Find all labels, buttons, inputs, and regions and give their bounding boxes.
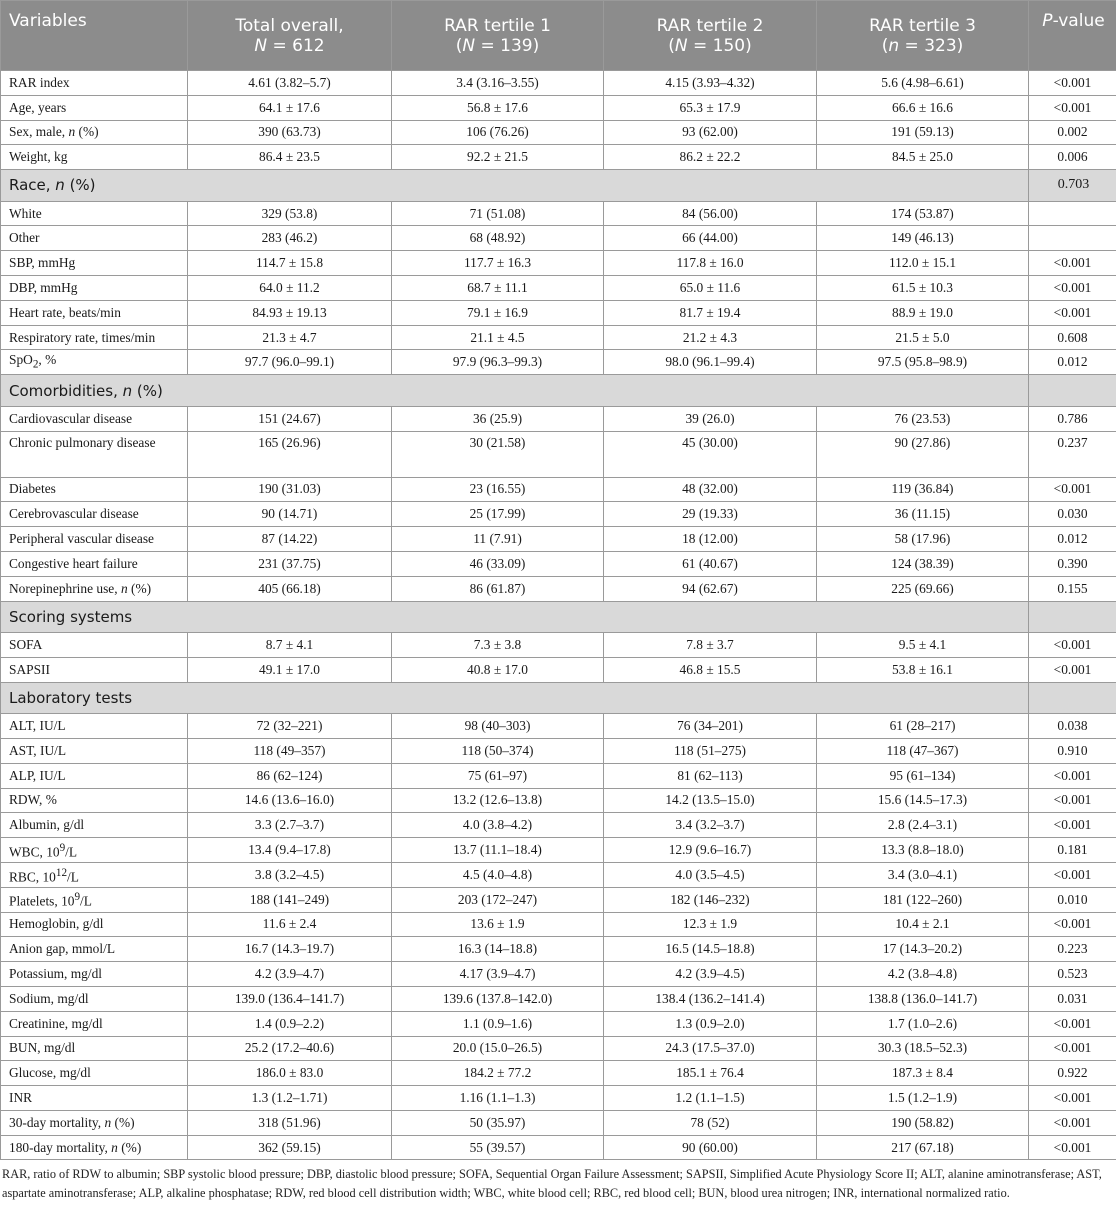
- row-label: Age, years: [1, 95, 188, 120]
- table-row: [1, 1036, 1116, 1061]
- tertile-1-cell: 23 (16.55): [392, 477, 604, 502]
- table-row: [1, 1110, 1116, 1135]
- tertile-2-cell: 98.0 (96.1–99.4): [604, 350, 817, 375]
- total-overall-cell: 8.7 ± 4.1: [188, 633, 392, 658]
- row-label: Weight, kg: [1, 145, 188, 170]
- total-overall-cell: 3.3 (2.7–3.7): [188, 813, 392, 838]
- tertile-3-cell: 118 (47–367): [817, 738, 1029, 763]
- row-label: Cerebrovascular disease: [1, 502, 188, 527]
- tertile-1-cell: 86 (61.87): [392, 576, 604, 601]
- tertile-1-cell: 21.1 ± 4.5: [392, 325, 604, 350]
- tertile-3-cell: 97.5 (95.8–98.9): [817, 350, 1029, 375]
- table-row: [1, 300, 1116, 325]
- tertile-3-cell: 187.3 ± 8.4: [817, 1061, 1029, 1086]
- tertile-3-cell: 225 (69.66): [817, 576, 1029, 601]
- p-value-cell: 0.922: [1029, 1061, 1116, 1086]
- table-row: [1, 502, 1116, 527]
- table-row: [1, 813, 1116, 838]
- tertile-1-cell: 7.3 ± 3.8: [392, 633, 604, 658]
- header-rar-tertile-3: RAR tertile 3 (n = 323): [817, 1, 1029, 71]
- row-label: Diabetes: [1, 477, 188, 502]
- tertile-2-cell: 118 (51–275): [604, 738, 817, 763]
- tertile-2-cell: 29 (19.33): [604, 502, 817, 527]
- total-overall-cell: 329 (53.8): [188, 201, 392, 226]
- tertile-3-cell: 84.5 ± 25.0: [817, 145, 1029, 170]
- tertile-3-cell: 53.8 ± 16.1: [817, 657, 1029, 682]
- row-label: Sodium, mg/dl: [1, 986, 188, 1011]
- tertile-2-cell: 12.9 (9.6–16.7): [604, 838, 817, 863]
- table-row: [1, 788, 1116, 813]
- tertile-1-cell: 184.2 ± 77.2: [392, 1061, 604, 1086]
- row-label: INR: [1, 1086, 188, 1111]
- p-value-cell: 0.038: [1029, 714, 1116, 739]
- tertile-2-cell: 84 (56.00): [604, 201, 817, 226]
- tertile-3-cell: 10.4 ± 2.1: [817, 912, 1029, 937]
- total-overall-cell: 405 (66.18): [188, 576, 392, 601]
- total-overall-cell: 139.0 (136.4–141.7): [188, 986, 392, 1011]
- tertile-3-cell: 190 (58.82): [817, 1110, 1029, 1135]
- row-label: DBP, mmHg: [1, 276, 188, 301]
- table-row: [1, 95, 1116, 120]
- p-value-cell: <0.001: [1029, 763, 1116, 788]
- p-value-cell: 0.012: [1029, 527, 1116, 552]
- p-value-cell: 0.181: [1029, 838, 1116, 863]
- row-label: Anion gap, mmol/L: [1, 937, 188, 962]
- tertile-1-cell: 11 (7.91): [392, 527, 604, 552]
- tertile-3-cell: 95 (61–134): [817, 763, 1029, 788]
- row-label: Platelets, $10^9/L$: [1, 887, 188, 912]
- total-overall-cell: 84.93 ± 19.13: [188, 300, 392, 325]
- tertile-1-cell: 13.6 ± 1.9: [392, 912, 604, 937]
- table-row: [1, 633, 1116, 658]
- p-value-cell: <0.001: [1029, 788, 1116, 813]
- p-value-cell: <0.001: [1029, 657, 1116, 682]
- table-row: [1, 325, 1116, 350]
- p-value-cell: 0.031: [1029, 986, 1116, 1011]
- table-row: [1, 1086, 1116, 1111]
- p-value-cell: <0.001: [1029, 95, 1116, 120]
- tertile-1-cell: 25 (17.99): [392, 502, 604, 527]
- table-row: [1, 350, 1116, 375]
- tertile-3-cell: 17 (14.3–20.2): [817, 937, 1029, 962]
- row-label: Other: [1, 226, 188, 251]
- total-overall-cell: 390 (63.73): [188, 120, 392, 145]
- p-value-cell: 0.237: [1029, 431, 1116, 477]
- tertile-3-cell: 3.4 (3.0–4.1): [817, 862, 1029, 887]
- total-overall-cell: 64.1 ± 17.6: [188, 95, 392, 120]
- total-overall-cell: 25.2 (17.2–40.6): [188, 1036, 392, 1061]
- total-overall-cell: 283 (46.2): [188, 226, 392, 251]
- tertile-2-cell: 14.2 (13.5–15.0): [604, 788, 817, 813]
- row-label: Congestive heart failure: [1, 551, 188, 576]
- tertile-3-cell: 30.3 (18.5–52.3): [817, 1036, 1029, 1061]
- tertile-2-cell: 138.4 (136.2–141.4): [604, 986, 817, 1011]
- row-label: Norepinephrine use, n (%): [1, 576, 188, 601]
- table-row: [1, 431, 1116, 477]
- tertile-2-cell: 3.4 (3.2–3.7): [604, 813, 817, 838]
- row-label: Sex, male, n (%): [1, 120, 188, 145]
- p-value-cell: <0.001: [1029, 862, 1116, 887]
- header-rar-tertile-1: RAR tertile 1 (N = 139): [392, 1, 604, 71]
- tertile-3-cell: 5.6 (4.98–6.61): [817, 71, 1029, 96]
- tertile-3-cell: 1.5 (1.2–1.9): [817, 1086, 1029, 1111]
- section-header-row: [1, 375, 1116, 407]
- tertile-2-cell: 48 (32.00): [604, 477, 817, 502]
- total-overall-cell: 16.7 (14.3–19.7): [188, 937, 392, 962]
- row-label: Chronic pulmonary disease: [1, 431, 188, 477]
- tertile-2-cell: 24.3 (17.5–37.0): [604, 1036, 817, 1061]
- tertile-2-cell: 45 (30.00): [604, 431, 817, 477]
- row-label: Respiratory rate, times/min: [1, 325, 188, 350]
- tertile-3-cell: 61 (28–217): [817, 714, 1029, 739]
- total-overall-cell: 3.8 (3.2–4.5): [188, 862, 392, 887]
- total-overall-cell: 4.61 (3.82–5.7): [188, 71, 392, 96]
- tertile-1-cell: 75 (61–97): [392, 763, 604, 788]
- row-label: Peripheral vascular disease: [1, 527, 188, 552]
- section-header-row: [1, 682, 1116, 714]
- tertile-2-cell: 12.3 ± 1.9: [604, 912, 817, 937]
- p-value-cell: [1029, 601, 1116, 633]
- tertile-1-cell: 79.1 ± 16.9: [392, 300, 604, 325]
- tertile-2-cell: 7.8 ± 3.7: [604, 633, 817, 658]
- tertile-1-cell: 203 (172–247): [392, 887, 604, 912]
- tertile-2-cell: 182 (146–232): [604, 887, 817, 912]
- table-row: [1, 838, 1116, 863]
- table-row: [1, 862, 1116, 887]
- tertile-2-cell: 66 (44.00): [604, 226, 817, 251]
- table-row: [1, 551, 1116, 576]
- table-row: [1, 145, 1116, 170]
- p-value-cell: [1029, 375, 1116, 407]
- row-label: Glucose, mg/dl: [1, 1061, 188, 1086]
- tertile-1-cell: 40.8 ± 17.0: [392, 657, 604, 682]
- total-overall-cell: 190 (31.03): [188, 477, 392, 502]
- table-row: [1, 763, 1116, 788]
- p-value-cell: 0.012: [1029, 350, 1116, 375]
- tertile-1-cell: 36 (25.9): [392, 406, 604, 431]
- total-overall-cell: 186.0 ± 83.0: [188, 1061, 392, 1086]
- tertile-1-cell: 1.1 (0.9–1.6): [392, 1011, 604, 1036]
- tertile-2-cell: 90 (60.00): [604, 1135, 817, 1160]
- tertile-2-cell: 1.2 (1.1–1.5): [604, 1086, 817, 1111]
- tertile-2-cell: 61 (40.67): [604, 551, 817, 576]
- table-row: [1, 986, 1116, 1011]
- row-label: RAR index: [1, 71, 188, 96]
- row-label: BUN, mg/dl: [1, 1036, 188, 1061]
- row-label: Potassium, mg/dl: [1, 962, 188, 987]
- p-value-cell: <0.001: [1029, 1086, 1116, 1111]
- total-overall-cell: 318 (51.96): [188, 1110, 392, 1135]
- row-label: SpO$_2$, %: [1, 350, 188, 375]
- total-overall-cell: 13.4 (9.4–17.8): [188, 838, 392, 863]
- tertile-1-cell: 30 (21.58): [392, 431, 604, 477]
- tertile-3-cell: 21.5 ± 5.0: [817, 325, 1029, 350]
- table-row: [1, 657, 1116, 682]
- total-overall-cell: 14.6 (13.6–16.0): [188, 788, 392, 813]
- tertile-3-cell: 61.5 ± 10.3: [817, 276, 1029, 301]
- tertile-3-cell: 15.6 (14.5–17.3): [817, 788, 1029, 813]
- tertile-1-cell: 139.6 (137.8–142.0): [392, 986, 604, 1011]
- tertile-3-cell: 1.7 (1.0–2.6): [817, 1011, 1029, 1036]
- tertile-3-cell: 76 (23.53): [817, 406, 1029, 431]
- row-label: ALP, IU/L: [1, 763, 188, 788]
- row-label: 30-day mortality, n (%): [1, 1110, 188, 1135]
- tertile-1-cell: 4.0 (3.8–4.2): [392, 813, 604, 838]
- total-overall-cell: 90 (14.71): [188, 502, 392, 527]
- p-value-cell: <0.001: [1029, 1110, 1116, 1135]
- row-label: RBC, $10^{12}/L$: [1, 862, 188, 887]
- p-value-cell: 0.006: [1029, 145, 1116, 170]
- tertile-1-cell: 68 (48.92): [392, 226, 604, 251]
- total-overall-cell: 114.7 ± 15.8: [188, 251, 392, 276]
- tertile-3-cell: 191 (59.13): [817, 120, 1029, 145]
- table-row: [1, 738, 1116, 763]
- header-p-value: P-value: [1029, 1, 1116, 71]
- section-label: Laboratory tests: [1, 682, 1029, 714]
- row-label: Cardiovascular disease: [1, 406, 188, 431]
- total-overall-cell: 87 (14.22): [188, 527, 392, 552]
- header-row: [1, 1, 1116, 71]
- tertile-3-cell: 4.2 (3.8–4.8): [817, 962, 1029, 987]
- p-value-cell: <0.001: [1029, 1011, 1116, 1036]
- total-overall-cell: 86.4 ± 23.5: [188, 145, 392, 170]
- p-value-cell: [1029, 226, 1116, 251]
- tertile-1-cell: 71 (51.08): [392, 201, 604, 226]
- header-rar-tertile-2: RAR tertile 2 (N = 150): [604, 1, 817, 71]
- p-value-cell: <0.001: [1029, 300, 1116, 325]
- row-label: RDW, %: [1, 788, 188, 813]
- tertile-2-cell: 185.1 ± 76.4: [604, 1061, 817, 1086]
- tertile-2-cell: 93 (62.00): [604, 120, 817, 145]
- row-label: SAPSII: [1, 657, 188, 682]
- section-header-row: [1, 170, 1116, 202]
- section-label: Scoring systems: [1, 601, 1029, 633]
- p-value-cell: 0.002: [1029, 120, 1116, 145]
- table-row: [1, 477, 1116, 502]
- tertile-3-cell: 149 (46.13): [817, 226, 1029, 251]
- tertile-2-cell: 65.3 ± 17.9: [604, 95, 817, 120]
- total-overall-cell: 1.3 (1.2–1.71): [188, 1086, 392, 1111]
- tertile-2-cell: 4.0 (3.5–4.5): [604, 862, 817, 887]
- tertile-1-cell: 1.16 (1.1–1.3): [392, 1086, 604, 1111]
- tertile-2-cell: 21.2 ± 4.3: [604, 325, 817, 350]
- tertile-1-cell: 13.7 (11.1–18.4): [392, 838, 604, 863]
- p-value-cell: <0.001: [1029, 1036, 1116, 1061]
- table-row: [1, 1135, 1116, 1160]
- tertile-3-cell: 119 (36.84): [817, 477, 1029, 502]
- table-row: [1, 912, 1116, 937]
- total-overall-cell: 72 (32–221): [188, 714, 392, 739]
- table-row: [1, 406, 1116, 431]
- tertile-1-cell: 4.5 (4.0–4.8): [392, 862, 604, 887]
- table-row: [1, 887, 1116, 912]
- tertile-1-cell: 68.7 ± 11.1: [392, 276, 604, 301]
- tertile-3-cell: 13.3 (8.8–18.0): [817, 838, 1029, 863]
- row-label: Hemoglobin, g/dl: [1, 912, 188, 937]
- p-value-cell: 0.608: [1029, 325, 1116, 350]
- table-footnote: RAR, ratio of RDW to albumin; SBP systolic blood pressure; DBP, diastolic blood pressure; SOFA, Sequential Organ Failure Assessment; SAPSII, Simplified Acute Physiology Score II; ALT, alanine aminotransferase; AST, aspartate aminotransferase; ALP, alkaline phosphatase; RDW, red blood cell distribution width; WBC, white blood cell; RBC, red blood cell; BUN, blood urea nitrogen; INR, international normalized ratio.: [2, 1167, 1102, 1200]
- tertile-3-cell: 36 (11.15): [817, 502, 1029, 527]
- row-label: AST, IU/L: [1, 738, 188, 763]
- tertile-2-cell: 46.8 ± 15.5: [604, 657, 817, 682]
- tertile-3-cell: 90 (27.86): [817, 431, 1029, 477]
- tertile-2-cell: 86.2 ± 22.2: [604, 145, 817, 170]
- total-overall-cell: 4.2 (3.9–4.7): [188, 962, 392, 987]
- row-label: WBC, $10^9/L$: [1, 838, 188, 863]
- table-row: [1, 120, 1116, 145]
- total-overall-cell: 11.6 ± 2.4: [188, 912, 392, 937]
- table-row: [1, 1061, 1116, 1086]
- tertile-1-cell: 56.8 ± 17.6: [392, 95, 604, 120]
- tertile-3-cell: 174 (53.87): [817, 201, 1029, 226]
- total-overall-cell: 231 (37.75): [188, 551, 392, 576]
- section-label: Comorbidities, n (%): [1, 375, 1029, 407]
- p-value-cell: [1029, 201, 1116, 226]
- p-value-cell: <0.001: [1029, 912, 1116, 937]
- tertile-1-cell: 50 (35.97): [392, 1110, 604, 1135]
- tertile-3-cell: 181 (122–260): [817, 887, 1029, 912]
- table-row: [1, 527, 1116, 552]
- table-row: [1, 962, 1116, 987]
- p-value-cell: 0.523: [1029, 962, 1116, 987]
- tertile-3-cell: 112.0 ± 15.1: [817, 251, 1029, 276]
- tertile-2-cell: 94 (62.67): [604, 576, 817, 601]
- row-label: SBP, mmHg: [1, 251, 188, 276]
- table-row: [1, 714, 1116, 739]
- p-value-cell: 0.786: [1029, 406, 1116, 431]
- row-label: Heart rate, beats/min: [1, 300, 188, 325]
- tertile-2-cell: 81.7 ± 19.4: [604, 300, 817, 325]
- total-overall-cell: 64.0 ± 11.2: [188, 276, 392, 301]
- p-value-cell: 0.390: [1029, 551, 1116, 576]
- p-value-cell: 0.223: [1029, 937, 1116, 962]
- total-overall-cell: 21.3 ± 4.7: [188, 325, 392, 350]
- table-row: [1, 1011, 1116, 1036]
- tertile-2-cell: 16.5 (14.5–18.8): [604, 937, 817, 962]
- total-overall-cell: 86 (62–124): [188, 763, 392, 788]
- tertile-3-cell: 88.9 ± 19.0: [817, 300, 1029, 325]
- p-value-cell: <0.001: [1029, 813, 1116, 838]
- row-label: Albumin, g/dl: [1, 813, 188, 838]
- p-value-cell: <0.001: [1029, 276, 1116, 301]
- tertile-3-cell: 58 (17.96): [817, 527, 1029, 552]
- total-overall-cell: 188 (141–249): [188, 887, 392, 912]
- tertile-2-cell: 81 (62–113): [604, 763, 817, 788]
- total-overall-cell: 118 (49–357): [188, 738, 392, 763]
- row-label: 180-day mortality, n (%): [1, 1135, 188, 1160]
- tertile-1-cell: 97.9 (96.3–99.3): [392, 350, 604, 375]
- tertile-2-cell: 18 (12.00): [604, 527, 817, 552]
- p-value-cell: 0.910: [1029, 738, 1116, 763]
- tertile-2-cell: 1.3 (0.9–2.0): [604, 1011, 817, 1036]
- header-total-overall: Total overall, N = 612: [188, 1, 392, 71]
- p-value-cell: <0.001: [1029, 71, 1116, 96]
- tertile-2-cell: 78 (52): [604, 1110, 817, 1135]
- row-label: Creatinine, mg/dl: [1, 1011, 188, 1036]
- table-row: [1, 251, 1116, 276]
- table-row: [1, 937, 1116, 962]
- tertile-1-cell: 20.0 (15.0–26.5): [392, 1036, 604, 1061]
- p-value-cell: <0.001: [1029, 633, 1116, 658]
- tertile-1-cell: 46 (33.09): [392, 551, 604, 576]
- tertile-3-cell: 9.5 ± 4.1: [817, 633, 1029, 658]
- total-overall-cell: 97.7 (96.0–99.1): [188, 350, 392, 375]
- tertile-2-cell: 117.8 ± 16.0: [604, 251, 817, 276]
- tertile-3-cell: 124 (38.39): [817, 551, 1029, 576]
- tertile-1-cell: 13.2 (12.6–13.8): [392, 788, 604, 813]
- tertile-1-cell: 118 (50–374): [392, 738, 604, 763]
- total-overall-cell: 49.1 ± 17.0: [188, 657, 392, 682]
- total-overall-cell: 1.4 (0.9–2.2): [188, 1011, 392, 1036]
- p-value-cell: 0.010: [1029, 887, 1116, 912]
- p-value-cell: <0.001: [1029, 1135, 1116, 1160]
- tertile-3-cell: 2.8 (2.4–3.1): [817, 813, 1029, 838]
- p-value-cell: <0.001: [1029, 477, 1116, 502]
- total-overall-cell: 151 (24.67): [188, 406, 392, 431]
- tertile-1-cell: 4.17 (3.9–4.7): [392, 962, 604, 987]
- table-row: [1, 226, 1116, 251]
- tertile-2-cell: 4.2 (3.9–4.5): [604, 962, 817, 987]
- table-row: [1, 576, 1116, 601]
- row-label: ALT, IU/L: [1, 714, 188, 739]
- table-row: [1, 201, 1116, 226]
- tertile-3-cell: 66.6 ± 16.6: [817, 95, 1029, 120]
- table-body: [1, 71, 1116, 1160]
- tertile-2-cell: 39 (26.0): [604, 406, 817, 431]
- total-overall-cell: 165 (26.96): [188, 431, 392, 477]
- p-value-cell: [1029, 682, 1116, 714]
- tertile-1-cell: 55 (39.57): [392, 1135, 604, 1160]
- p-value-cell: <0.001: [1029, 251, 1116, 276]
- tertile-1-cell: 92.2 ± 21.5: [392, 145, 604, 170]
- tertile-1-cell: 98 (40–303): [392, 714, 604, 739]
- tertile-1-cell: 106 (76.26): [392, 120, 604, 145]
- tertile-2-cell: 76 (34–201): [604, 714, 817, 739]
- total-overall-cell: 362 (59.15): [188, 1135, 392, 1160]
- tertile-1-cell: 3.4 (3.16–3.55): [392, 71, 604, 96]
- tertile-2-cell: 4.15 (3.93–4.32): [604, 71, 817, 96]
- table-row: [1, 276, 1116, 301]
- tertile-3-cell: 138.8 (136.0–141.7): [817, 986, 1029, 1011]
- tertile-3-cell: 217 (67.18): [817, 1135, 1029, 1160]
- p-value-cell: 0.703: [1029, 170, 1116, 202]
- section-label: Race, n (%): [1, 170, 1029, 202]
- header-variables: Variables: [1, 1, 188, 71]
- p-value-cell: 0.030: [1029, 502, 1116, 527]
- table-row: [1, 71, 1116, 96]
- tertile-2-cell: 65.0 ± 11.6: [604, 276, 817, 301]
- tertile-1-cell: 117.7 ± 16.3: [392, 251, 604, 276]
- section-header-row: [1, 601, 1116, 633]
- row-label: SOFA: [1, 633, 188, 658]
- tertile-1-cell: 16.3 (14–18.8): [392, 937, 604, 962]
- p-value-cell: 0.155: [1029, 576, 1116, 601]
- row-label: White: [1, 201, 188, 226]
